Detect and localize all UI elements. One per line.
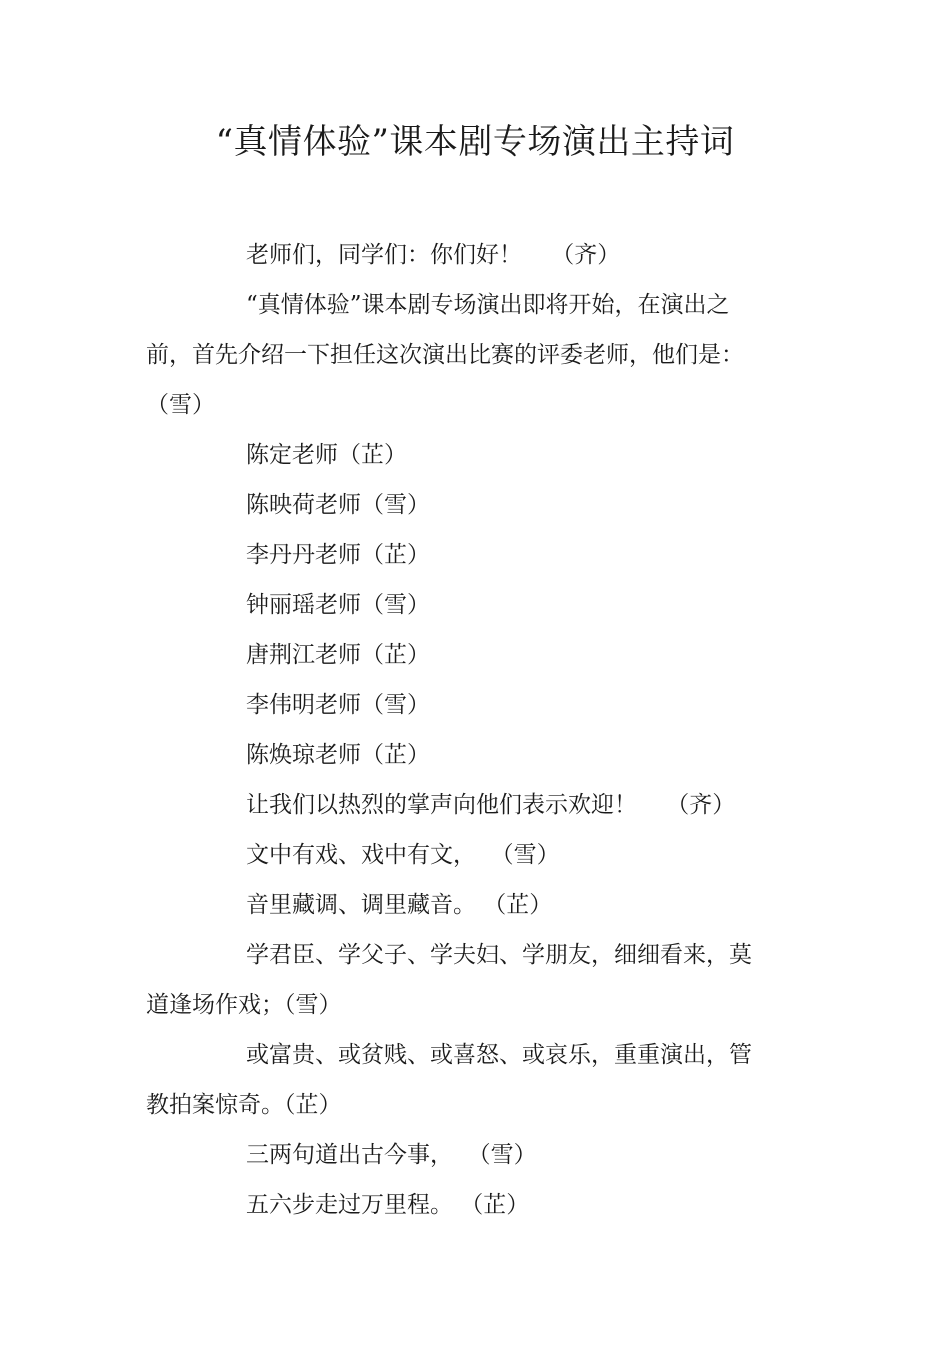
script-paragraph: 或富贵、或贫贱、或喜怒、或哀乐，重重演出，管教拍案惊奇。（芷） [146, 1042, 752, 1118]
document-body [146, 230, 756, 1230]
judge-line: 唐荆江老师（芷） [246, 642, 430, 668]
document-title: “真情体验”课本剧专场演出主持词 [215, 122, 735, 162]
judge-line: 陈焕琼老师（芷） [246, 742, 430, 768]
judge-line: 李伟明老师（雪） [246, 692, 430, 718]
judge-line: 钟丽瑶老师（雪） [246, 592, 430, 618]
judge-line: 陈映荷老师（雪） [246, 492, 430, 518]
welcome-paragraph: 让我们以热烈的掌声向他们表示欢迎！ （齐） [246, 792, 736, 818]
intro-paragraph: “真情体验”课本剧专场演出即将开始，在演出之前，首先介绍一下担任这次演出比赛的评委老师，他们是：（雪） [146, 292, 744, 418]
script-line: 音里藏调、调里藏音。 （芷） [246, 892, 553, 918]
judge-line: 李丹丹老师（芷） [246, 542, 430, 568]
greeting-paragraph: 老师们，同学们：你们好！ （齐） [246, 242, 621, 268]
script-line: 文中有戏、戏中有文， （雪） [246, 842, 560, 868]
script-paragraph: 学君臣、学父子、学夫妇、学朋友，细细看来，莫道逢场作戏；（雪） [146, 942, 752, 1018]
judge-line: 陈定老师（芷） [246, 442, 407, 468]
script-line: 五六步走过万里程。 （芷） [246, 1192, 530, 1218]
script-line: 三两句道出古今事， （雪） [246, 1142, 537, 1168]
